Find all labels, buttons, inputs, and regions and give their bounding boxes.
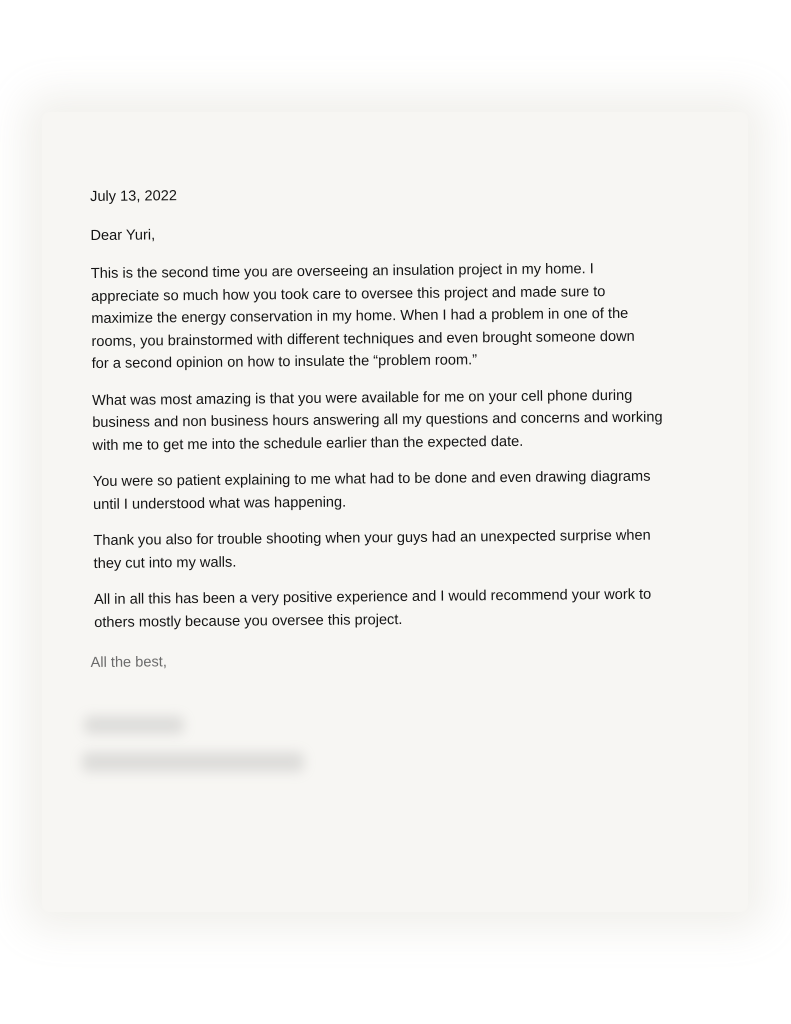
paragraph-2 [92, 383, 733, 457]
paragraph-line: rooms, you brainstormed with different techniques and even brought someone down [91, 328, 635, 350]
paragraph-line: Thank you also for trouble shooting when your guys had an unexpected surprise when [93, 527, 651, 549]
paragraph-line: What was most amazing is that you were available for me on your cell phone during [91, 387, 633, 409]
letter-closing: All the best, [90, 654, 167, 672]
letter-date: July 13, 2022 [90, 188, 178, 205]
paragraph-line: business and non business hours answering all my questions and concerns and working [92, 409, 663, 431]
paragraph-line: appreciate so much how you took care to oversee this project and made sure to [90, 283, 606, 305]
redacted-signature-name [84, 716, 184, 734]
letter-salutation: Dear Yuri, [90, 226, 156, 244]
paragraph-5 [94, 583, 734, 634]
paragraph-line: with me to get me into the schedule earlier than the expected date. [92, 433, 524, 454]
paragraph-line: All in all this has been a very positive experience and I would recommend your work to [93, 586, 652, 608]
paragraph-line: This is the second time you are overseeing an insulation project in my home. I [90, 261, 594, 282]
letter-body [90, 180, 735, 675]
paragraph-line: they cut into my walls. [93, 554, 237, 572]
paragraph-4 [93, 524, 733, 575]
paragraph-line: until I understood what was happening. [92, 494, 347, 513]
redacted-signature-detail [82, 752, 304, 772]
paragraph-3 [93, 465, 733, 516]
paragraph-line: maximize the energy conservation in my home. When I had a problem in one of the [91, 305, 629, 327]
paragraph-line: others mostly because you oversee this project. [94, 611, 403, 631]
paragraph-line: You were so patient explaining to me what had to be done and even drawing diagrams [92, 468, 651, 490]
paragraph-1 [91, 257, 732, 376]
paragraph-line: for a second opinion on how to insulate the “problem room.” [91, 352, 478, 372]
